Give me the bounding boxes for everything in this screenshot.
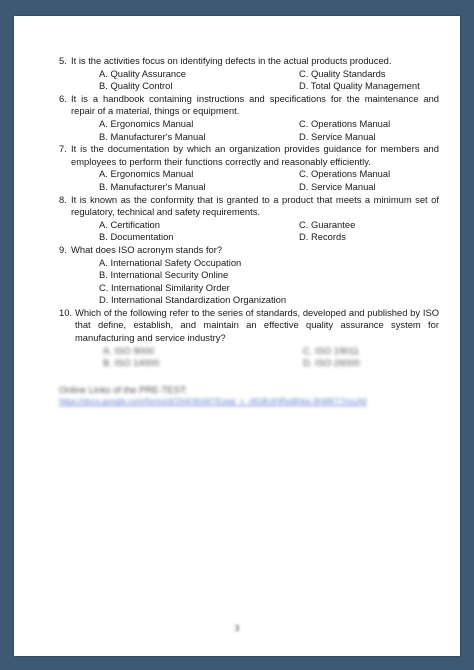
option-d: D. Service Manual [299, 180, 376, 192]
option-d: D. Total Quality Management [299, 80, 420, 92]
question-number: 8. [59, 193, 67, 205]
question-10 [59, 307, 439, 370]
option-a: A. Ergonomics Manual [99, 117, 194, 129]
option-c: C. Quality Standards [299, 67, 386, 79]
question-text: It is a handbook containing instructions and specifications for the maintenance and repair of a material, things or equipment. [71, 92, 439, 117]
option-d: D. International Standardization Organization [99, 294, 287, 306]
option-b: B. International Security Online [99, 269, 229, 281]
answer-options [99, 68, 439, 93]
option-a: A. ISO 9000 [103, 344, 155, 356]
question-5 [59, 55, 439, 93]
question-text: Which of the following refer to the series of standards, developed and published by ISO that define, establish, and maintain an effective quality assurance system for manufacturing and service industry? [75, 306, 439, 344]
page-number: 3 [234, 624, 240, 633]
answer-options [99, 257, 439, 307]
option-c: C. ISO 19011 [303, 344, 360, 356]
option-b: B. Manufacturer's Manual [99, 180, 206, 192]
option-b: B. Quality Control [99, 80, 173, 92]
answer-options [103, 345, 439, 370]
option-d: D. Records [299, 231, 346, 243]
question-number: 6. [59, 92, 67, 104]
question-number: 7. [59, 143, 67, 155]
question-7 [59, 143, 439, 193]
answer-options [99, 168, 439, 193]
option-d: D. Service Manual [299, 130, 376, 142]
option-a: A. International Safety Occupation [99, 256, 242, 268]
question-6 [59, 93, 439, 143]
answer-options [99, 118, 439, 143]
links-label: Online Links of the PRE-TEST: [59, 383, 188, 395]
question-text: It is the activities focus on identifying defects in the actual products produced. [71, 55, 392, 66]
option-c: C. Guarantee [299, 218, 356, 230]
option-d: D. ISO 26000 [303, 357, 360, 369]
option-a: A. Ergonomics Manual [99, 168, 194, 180]
option-c: C. International Similarity Order [99, 281, 230, 293]
option-a: A. Quality Assurance [99, 67, 187, 79]
option-a: A. Certification [99, 218, 160, 230]
question-list [59, 55, 439, 409]
question-text: It is the documentation by which an organization provides guidance for members and employees to perform their functions correctly and reasonably efficiently. [71, 143, 439, 167]
option-c: C. Operations Manual [299, 168, 391, 180]
answer-options [99, 219, 439, 244]
option-b: B. Documentation [99, 231, 174, 243]
online-links [59, 384, 439, 409]
pretest-link[interactable]: https://docs.google.com/forms/d/1N4rWsWYEswjr_c_r9G8UtHRwBhka-3hWKT7/ryyA9 [59, 397, 367, 407]
question-number: 5. [59, 55, 67, 66]
question-8 [59, 194, 439, 244]
question-text: It is known as the conformity that is granted to a product that meets a minimum set of regulatory, technical and safety requirements. [71, 193, 439, 218]
question-9 [59, 244, 439, 307]
document-page [14, 16, 460, 656]
option-b: B. ISO 14000 [103, 357, 160, 369]
option-c: C. Operations Manual [299, 117, 391, 129]
option-b: B. Manufacturer's Manual [99, 130, 206, 142]
question-number: 9. [59, 243, 67, 255]
question-number: 10. [59, 306, 73, 318]
question-text: What does ISO acronym stands for? [71, 243, 223, 255]
